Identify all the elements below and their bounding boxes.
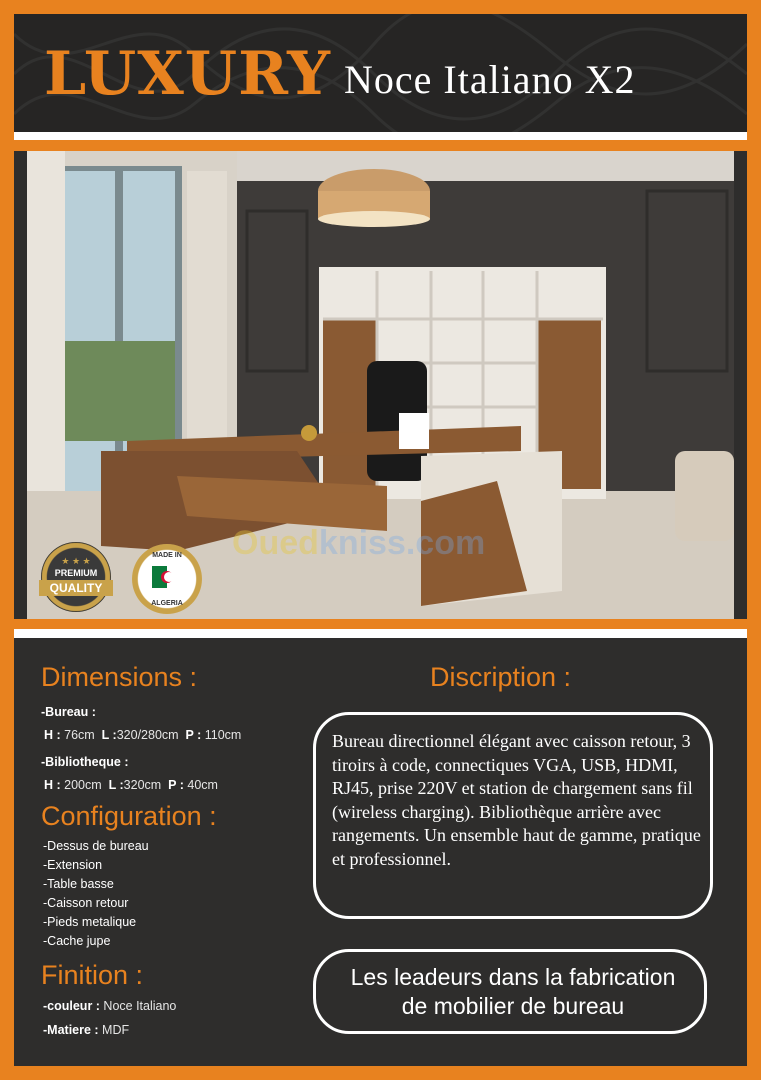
premium-quality-badge <box>41 542 111 612</box>
couleur-line: -couleur : Noce Italiano <box>43 999 177 1013</box>
badge-made-line1: MADE IN <box>152 552 182 559</box>
description-text: Bureau directionnel élégant avec caisson retour, 3 tiroirs à code, connectiques VGA, USB, HDMI, RJ45, prise 220V et station de chargement sans fil (wireless charging). Bibliothèque arrière avec rangements. Un ensemble haut de gamme, pratique et professionnel. <box>332 731 701 869</box>
slogan-line2: de mobilier de bureau <box>401 993 625 1019</box>
model-title: Noce Italiano X2 <box>344 57 636 102</box>
brand-logo: LUXURY <box>44 39 331 109</box>
badge-made-line2: ALGERIA <box>151 600 183 607</box>
slogan-text <box>316 963 710 1021</box>
divider-white-bottom <box>14 629 747 638</box>
divider-orange-bottom <box>14 619 747 629</box>
badge-quality-line1: PREMIUM <box>54 568 98 578</box>
matiere-line: -Matiere : MDF <box>43 1023 130 1037</box>
config-item: -Extension <box>43 858 103 872</box>
configuration-title: Configuration : <box>41 801 217 831</box>
description-title: Discription : <box>430 662 572 692</box>
watermark-part3: .com <box>405 524 486 562</box>
bibliotheque-label: -Bibliotheque : <box>41 755 129 769</box>
bureau-dimensions: H : 76cm L :320/280cm P : 110cm <box>44 728 242 742</box>
bibliotheque-dimensions: H : 200cm L :320cm P : 40cm <box>44 778 218 792</box>
config-item: -Caisson retour <box>43 896 129 910</box>
dimensions-title: Dimensions : <box>41 662 198 692</box>
header-banner <box>14 14 747 132</box>
bureau-label: -Bureau : <box>41 705 96 719</box>
made-in-algeria-badge <box>132 544 202 614</box>
config-item: -Cache jupe <box>43 934 111 948</box>
watermark <box>232 524 485 563</box>
badge-quality-line2: QUALITY <box>39 580 113 596</box>
slogan-line1: Les leadeurs dans la fabrication <box>350 964 676 990</box>
algeria-flag-icon <box>152 566 182 588</box>
config-item: -Table basse <box>43 877 114 891</box>
config-item: -Dessus de bureau <box>43 839 149 853</box>
stars-icon: ★ ★ ★ <box>61 556 91 566</box>
divider-orange-top <box>14 140 747 151</box>
watermark-part1: Oued <box>232 524 319 562</box>
divider-white-top <box>14 132 747 140</box>
watermark-part2: kniss <box>318 524 406 562</box>
config-item: -Pieds metalique <box>43 915 137 929</box>
finition-title: Finition : <box>41 960 144 990</box>
